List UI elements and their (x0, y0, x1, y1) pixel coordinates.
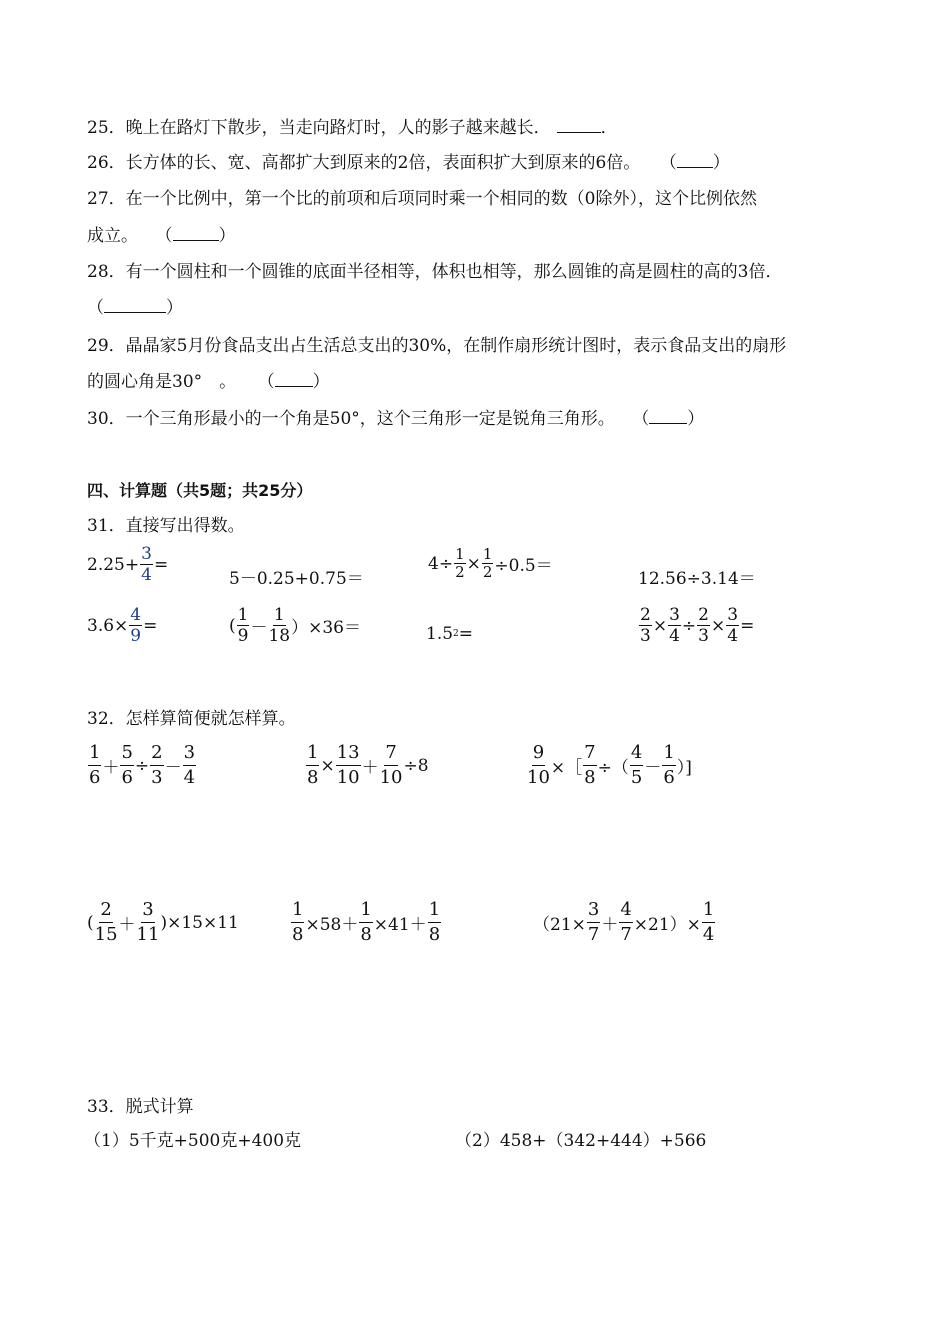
question-27-cont: 成立。 （ ） (87, 226, 236, 246)
q32-expr-f: （21× $\frac{3}{7}$ ＋ $\frac{4}{7}$ ×21）× $\frac{1}{4}$ (533, 899, 715, 945)
q31-expr-1: 2.25+ $\frac{3}{4}$ = (87, 544, 169, 585)
q32-expr-c: $\frac{9}{10}$ ×［ $\frac{7}{8}$ ÷（ $\frac{4}{5}$ － $\frac{1}{6}$ ）] (527, 742, 692, 788)
question-33-title: 33．脱式计算 (87, 1097, 194, 1117)
section-heading: 四、计算题（共5题；共25分） (87, 481, 313, 500)
q32-expr-d: ( $\frac{2}{15}$ ＋ $\frac{3}{11}$ )×15×11 (87, 899, 239, 945)
answer-blank[interactable] (557, 118, 601, 133)
q33-part-2: （2）458+（342+444）+566 (455, 1131, 707, 1151)
q32-expr-a: $\frac{1}{6}$ ＋ $\frac{5}{6}$ ÷ $\frac{2}{3}$ － $\frac{3}{4}$ (89, 742, 196, 788)
question-28-cont: （ ） (87, 298, 183, 318)
question-27: 27．在一个比例中，第一个比的前项和后项同时乘一个相同的数（0除外），这个比例依然 (87, 189, 757, 209)
answer-blank[interactable] (275, 372, 313, 387)
answer-blank[interactable] (677, 153, 713, 168)
q33-part-1: （1）5千克+500克+400克 (84, 1131, 302, 1151)
answer-blank[interactable] (173, 226, 219, 241)
question-29: 29．晶晶家5月份食品支出占生活总支出的30%，在制作扇形统计图时，表示食品支出的扇形 (87, 336, 787, 356)
q31-expr-5: 3.6× $\frac{4}{9}$ = (87, 605, 158, 646)
q31-expr-2: 5－0.25+0.75＝ (229, 569, 364, 589)
q31-expr-6: ( $\frac{1}{9}$ － $\frac{1}{18}$ ）×36＝ (229, 605, 361, 646)
answer-blank[interactable] (649, 409, 687, 424)
question-31-title: 31．直接写出得数。 (87, 516, 245, 536)
q32-expr-e: $\frac{1}{8}$ ×58＋ $\frac{1}{8}$ ×41＋ $\frac{1}{8}$ (292, 899, 441, 945)
question-26: 26．长方体的长、宽、高都扩大到原来的2倍，表面积扩大到原来的6倍。 （ ） (87, 153, 730, 173)
question-29-cont: 的圆心角是30° 。 （ ） (87, 372, 330, 392)
question-25: 25．晚上在路灯下散步，当走向路灯时，人的影子越来越长． ． (87, 118, 618, 138)
q31-expr-4: 12.56÷3.14＝ (638, 569, 756, 589)
q31-expr-8: $\frac{2}{3}$ × $\frac{3}{4}$ ÷ $\frac{2}{3}$ × $\frac{3}{4}$ = (640, 605, 755, 646)
question-32-title: 32．怎样算简便就怎样算。 (87, 709, 296, 729)
q31-expr-3: 4÷ $\frac{1}{2}$ × $\frac{1}{2}$ ÷0.5＝ (428, 545, 553, 581)
question-28: 28．有一个圆柱和一个圆锥的底面半径相等，体积也相等，那么圆锥的高是圆柱的高的3倍． (87, 262, 783, 282)
question-30: 30．一个三角形最小的一个角是50°，这个三角形一定是锐角三角形。 （ ） (87, 409, 705, 429)
q31-expr-7: 1.5 2 = (426, 624, 474, 644)
q32-expr-b: $\frac{1}{8}$ × $\frac{13}{10}$ ＋ $\frac{7}{10}$ ÷8 (307, 742, 429, 788)
answer-blank[interactable] (104, 298, 166, 313)
